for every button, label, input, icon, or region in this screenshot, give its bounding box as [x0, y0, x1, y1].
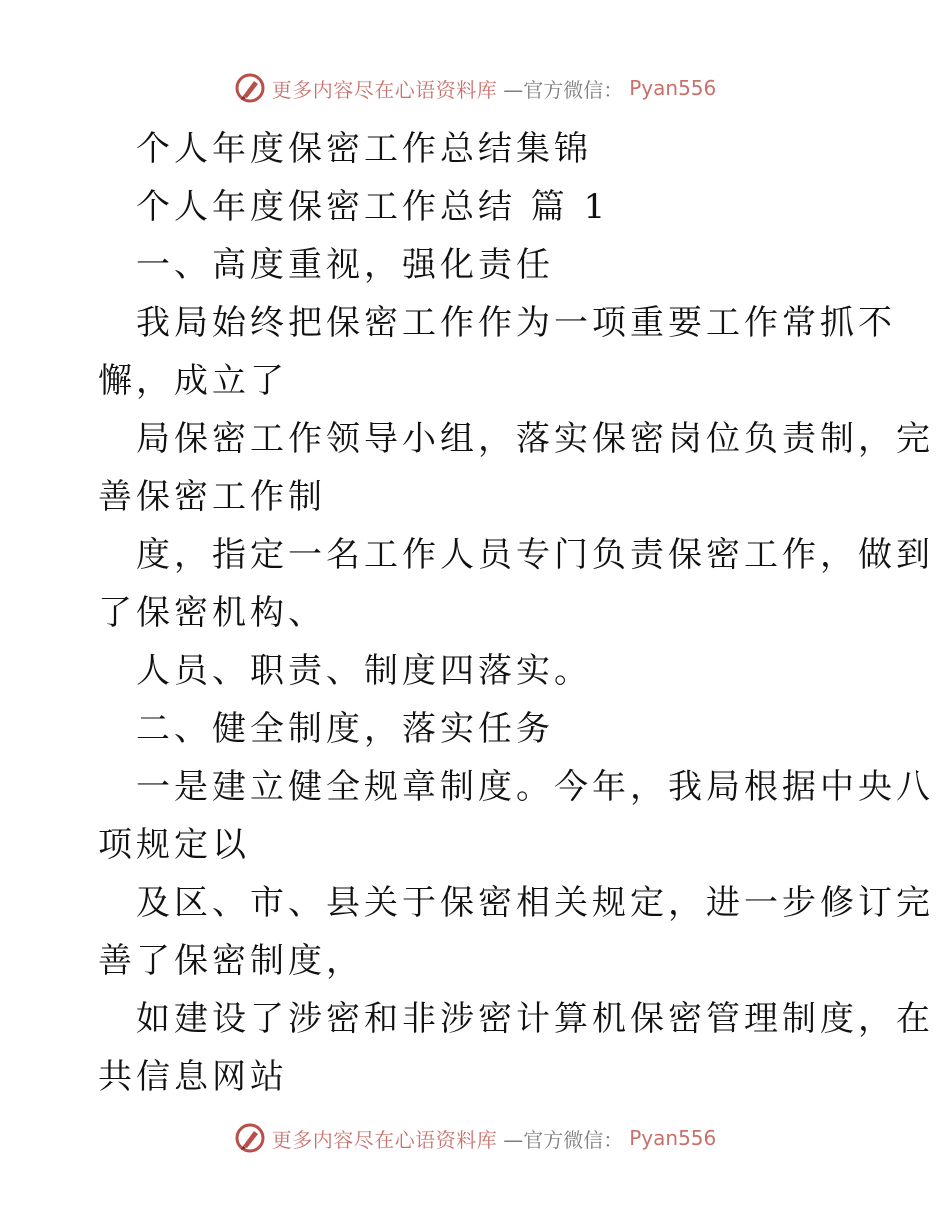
pen-logo-icon: [234, 72, 266, 104]
paragraph-line: 局保密工作领导小组，落实保密岗位负责制，完: [136, 419, 934, 459]
paragraph-line: 懈，成立了: [98, 361, 288, 401]
banner-wechat-id: Pyan556: [629, 1126, 717, 1150]
subsection-heading: 二、健全制度，落实任务: [136, 709, 554, 749]
paragraph-line: 一是建立健全规章制度。今年，我局根据中央八: [136, 767, 934, 807]
paragraph-line: 了保密机构、: [98, 593, 326, 633]
paragraph-line: 如建设了涉密和非涉密计算机保密管理制度，在: [136, 999, 934, 1039]
banner-sub-text: —官方微信：: [503, 1127, 624, 1152]
paragraph-line: 度，指定一名工作人员专门负责保密工作，做到: [136, 535, 934, 575]
paragraph-line: 善了保密制度，: [98, 941, 364, 981]
subsection-heading: 一、高度重视，强化责任: [136, 245, 554, 285]
footer-banner: [0, 1122, 950, 1154]
paragraph-line: 善保密工作制: [98, 477, 326, 517]
banner-sub-text: —官方微信：: [503, 77, 624, 102]
banner-main-text: 更多内容尽在心语资料库: [271, 77, 498, 102]
paragraph-line: 人员、职责、制度四落实。: [136, 651, 592, 691]
paragraph-line: 我局始终把保密工作作为一项重要工作常抓不: [136, 303, 896, 343]
banner-wechat-id: Pyan556: [629, 76, 717, 100]
paragraph-line: 及区、市、县关于保密相关规定，进一步修订完: [136, 883, 934, 923]
document-body: [98, 120, 934, 1106]
section-heading: 个人年度保密工作总结 篇 1: [136, 187, 610, 227]
paragraph-line: 项规定以: [98, 825, 250, 865]
pen-logo-icon: [234, 1122, 266, 1154]
document-title: 个人年度保密工作总结集锦: [136, 129, 592, 169]
paragraph-line: 共信息网站: [98, 1057, 288, 1097]
banner-main-text: 更多内容尽在心语资料库: [271, 1127, 498, 1152]
header-banner: [0, 72, 950, 104]
